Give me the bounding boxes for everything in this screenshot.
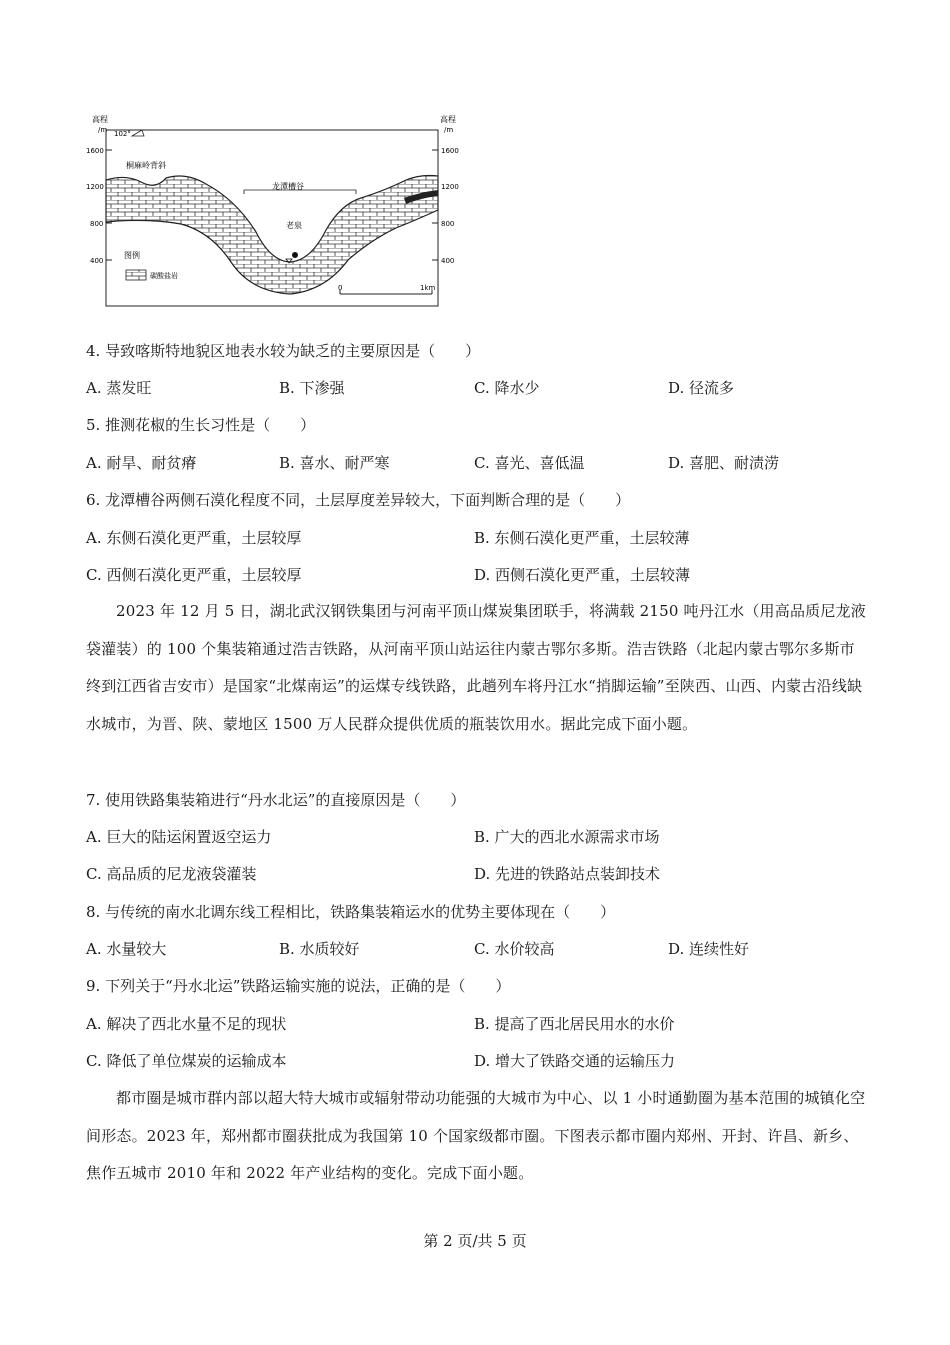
left-tick-800: 800 <box>90 220 104 228</box>
left-tick-1200: 1200 <box>86 183 104 191</box>
left-axis-title: 高程 <box>92 115 108 124</box>
question-7-option-d[interactable]: D. 先进的铁路站点装卸技术 <box>474 865 661 883</box>
question-5-option-b[interactable]: B. 喜水、耐严寒 <box>279 454 390 472</box>
question-9-option-c[interactable]: C. 降低了单位煤炭的运输成本 <box>86 1052 287 1070</box>
geologic-cross-section-figure <box>86 112 468 308</box>
question-8-option-c[interactable]: C. 水价较高 <box>474 940 555 958</box>
question-5-option-d[interactable]: D. 喜肥、耐渍涝 <box>668 454 780 472</box>
question-5-option-c[interactable]: C. 喜光、喜低温 <box>474 454 585 472</box>
direction-label: 102° <box>114 130 131 138</box>
question-5-stem: 5. 推测花椒的生长习性是（ ） <box>86 416 316 434</box>
question-6-option-d[interactable]: D. 西侧石漠化更严重，土层较薄 <box>474 566 691 584</box>
question-6-option-c[interactable]: C. 西侧石漠化更严重，土层较厚 <box>86 566 302 584</box>
valley-label: 龙潭槽谷 <box>272 182 304 191</box>
question-8-option-a[interactable]: A. 水量较大 <box>86 940 167 958</box>
reading-passage-2: 都市圈是城市群内部以超大特大城市或辐射带动功能强的大城市为中心、以 1 小时通勤圈为基本范围的城镇化空间形态。2023 年，郑州都市圈获批成为我国第 10 个国家级都市圈。下图表示都市圈内郑州、开封、许昌、新乡、焦作五城市 2010 年和 2022 年产业结构的变化。完成下面小题。 <box>86 1089 866 1182</box>
question-4-option-b[interactable]: B. 下渗强 <box>279 379 345 397</box>
question-6-stem: 6. 龙潭槽谷两侧石漠化程度不同，土层厚度差异较大，下面判断合理的是（ ） <box>86 491 631 509</box>
question-4-option-a[interactable]: A. 蒸发旺 <box>86 379 152 397</box>
question-7-stem: 7. 使用铁路集装箱进行“丹水北运”的直接原因是（ ） <box>86 791 466 809</box>
question-8-option-d[interactable]: D. 连续性好 <box>668 940 750 958</box>
question-7-option-b[interactable]: B. 广大的西北水源需求市场 <box>474 828 660 846</box>
question-4-option-d[interactable]: D. 径流多 <box>668 379 735 397</box>
right-axis-title: 高程 <box>440 115 456 124</box>
question-5-option-a[interactable]: A. 耐旱、耐贫瘠 <box>86 454 197 472</box>
question-4-option-c[interactable]: C. 降水少 <box>474 379 540 397</box>
right-tick-1200: 1200 <box>441 183 459 191</box>
question-7-option-a[interactable]: A. 巨大的陆运闲置返空运力 <box>86 828 272 846</box>
question-9-stem: 9. 下列关于“丹水北运”铁路运输实施的说法，正确的是（ ） <box>86 977 511 995</box>
legend-title: 图例 <box>124 251 140 260</box>
spring-label: 老泉 <box>286 221 302 230</box>
question-9-option-d[interactable]: D. 增大了铁路交通的运输压力 <box>474 1052 676 1070</box>
legend-item-label: 碳酸盐岩 <box>150 272 178 280</box>
question-9-option-a[interactable]: A. 解决了西北水量不足的现状 <box>86 1015 287 1033</box>
right-tick-1600: 1600 <box>441 147 459 155</box>
scale-zero: 0 <box>338 284 343 292</box>
question-8-stem: 8. 与传统的南水北调东线工程相比，铁路集装箱运水的优势主要体现在（ ） <box>86 903 616 921</box>
right-tick-800: 800 <box>441 220 455 228</box>
left-tick-400: 400 <box>90 257 104 265</box>
scale-end: 1km <box>420 284 436 292</box>
left-axis-unit: /m <box>98 126 108 134</box>
slope-label: 桐麻岭背斜 <box>126 161 166 170</box>
question-8-option-b[interactable]: B. 水质较好 <box>279 940 360 958</box>
left-tick-1600: 1600 <box>86 147 104 155</box>
question-6-option-a[interactable]: A. 东侧石漠化更严重，土层较厚 <box>86 529 302 547</box>
page-number-footer: 第 2 页/共 5 页 <box>423 1232 527 1250</box>
right-axis-unit: /m <box>444 126 454 134</box>
question-4-stem: 4. 导致喀斯特地貌区地表水较为缺乏的主要原因是（ ） <box>86 342 481 360</box>
question-7-option-c[interactable]: C. 高品质的尼龙液袋灌装 <box>86 865 257 883</box>
right-tick-400: 400 <box>441 257 455 265</box>
question-6-option-b[interactable]: B. 东侧石漠化更严重，土层较薄 <box>474 529 690 547</box>
reading-passage-1: 2023 年 12 月 5 日，湖北武汉钢铁集团与河南平顶山煤炭集团联手，将满载 2150 吨丹江水（用高品质尼龙液袋灌装）的 100 个集装箱通过浩吉铁路，从河南平顶山站运往内蒙古鄂尔多斯。浩吉铁路（北起内蒙古鄂尔多斯市终到江西省吉安市）是国家“北煤南运”的运煤专线铁路，此趟列车将丹江水“捎脚运输”至陕西、山西、内蒙古沿线缺水城市，为晋、陕、蒙地区 1500 万人民群众提供优质的瓶装饮用水。据此完成下面小题。 <box>86 602 866 733</box>
question-9-option-b[interactable]: B. 提高了西北居民用水的水价 <box>474 1015 675 1033</box>
